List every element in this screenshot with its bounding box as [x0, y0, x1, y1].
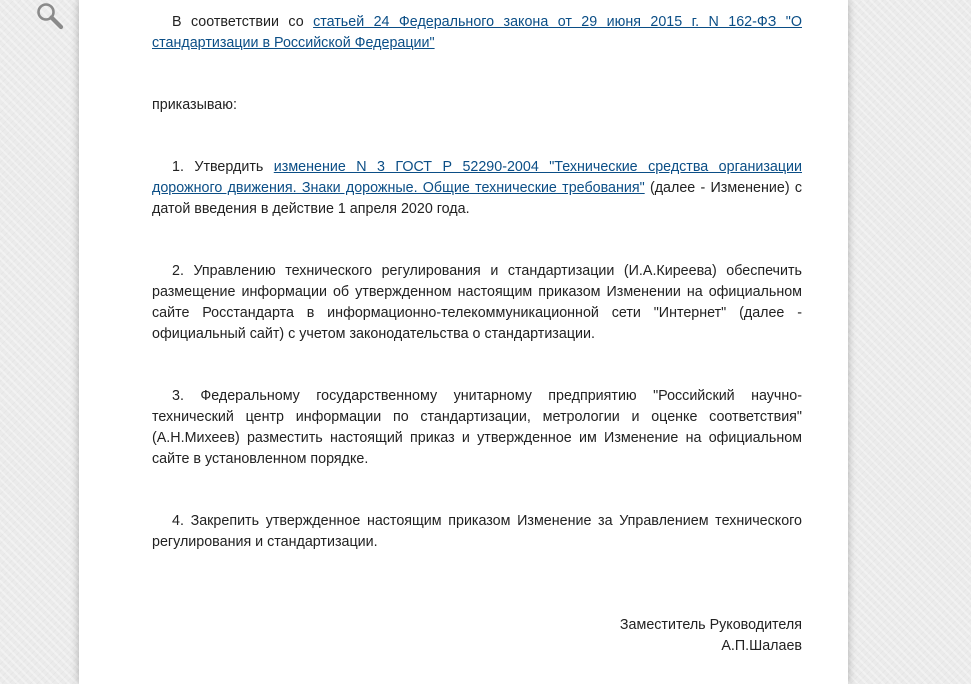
- signer-position: Заместитель Руководителя: [619, 617, 802, 633]
- intro-prefix: В соответствии со: [172, 14, 314, 30]
- item-1-paragraph: [152, 157, 802, 220]
- item-1-prefix: 1. Утвердить: [172, 159, 274, 175]
- item-2-paragraph: 2. Управлению технического регулирования и стандартизации (И.А.Киреева) обеспечить размещение информации об утвержденном настоящим приказом Изменении на официальном сайте Росстандарта в информационно-телекоммуникационной сети "Интернет" (далее - официальный сайт) с учетом законодательства о стандартизации.: [152, 263, 802, 342]
- law-link[interactable]: статьей 24 Федерального закона от 29 июня 2015 г. N 162-ФЗ "О стандартизации в Российской Федерации": [152, 14, 802, 51]
- document-sheet: [79, 0, 848, 684]
- order-word: приказываю:: [152, 97, 237, 113]
- gost-change-link[interactable]: изменение N 3 ГОСТ Р 52290-2004 "Технические средства организации дорожного движения. Знаки дорожные. Общие технические требования": [152, 159, 802, 196]
- search-icon: [34, 1, 66, 31]
- item-4-paragraph: 4. Закрепить утвержденное настоящим приказом Изменение за Управлением технического регулирования и стандартизации.: [152, 513, 802, 550]
- intro-paragraph: [152, 12, 802, 54]
- item-1-suffix: (далее - Изменение) с датой введения в действие 1 апреля 2020 года.: [152, 180, 802, 217]
- item-3-paragraph: 3. Федеральному государственному унитарному предприятию "Российский научно-технический центр информации по стандартизации, метрологии и оценке соответствия" (А.Н.Михеев) разместить настоящий приказ и утвержденное им Изменение на официальном сайте в установленном порядке.: [152, 388, 802, 467]
- search-button[interactable]: [34, 1, 66, 31]
- signer-name: А.П.Шалаев: [721, 638, 802, 654]
